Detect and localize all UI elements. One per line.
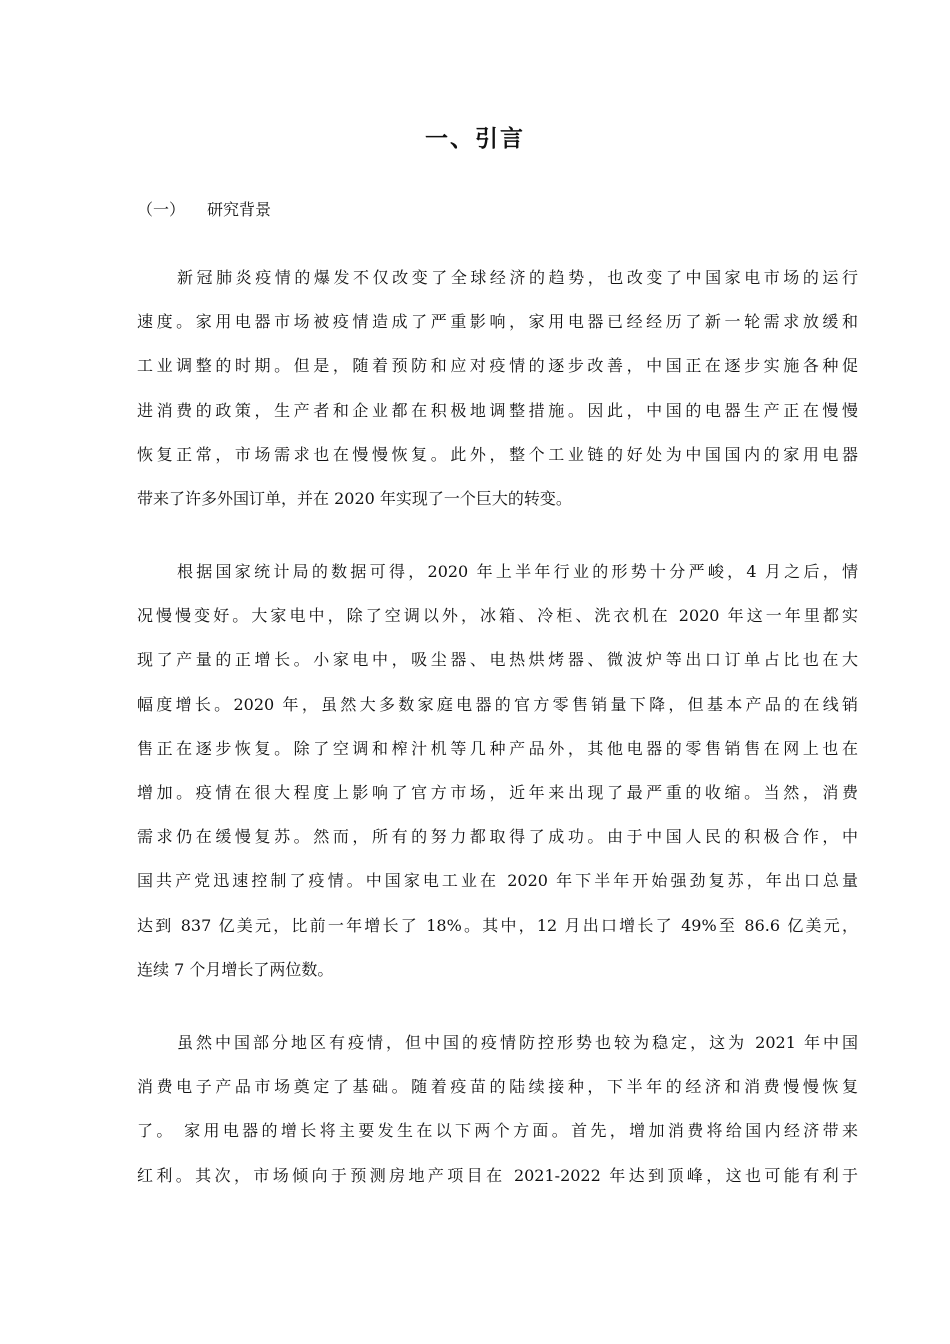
paragraph-line: 了。 家用电器的增长将主要发生在以下两个方面。首先，增加消费将给国内经济带来 xyxy=(137,1121,858,1141)
paragraph-line: 新冠肺炎疫情的爆发不仅改变了全球经济的趋势，也改变了中国家电市场的运行 xyxy=(177,268,858,287)
paragraph-line: 国共产党迅速控制了疫情。中国家电工业在 2020 年下半年开始强劲复苏，年出口总量 xyxy=(137,871,858,891)
page-title: 一、引言 xyxy=(425,126,525,152)
paragraph-line: 工业调整的时期。但是，随着预防和应对疫情的逐步改善，中国正在逐步实施各种促 xyxy=(137,356,858,376)
paragraph-line: 幅度增长。2020 年，虽然大多数家庭电器的官方零售销量下降，但基本产品的在线销 xyxy=(137,694,858,714)
paragraph-line: 进消费的政策，生产者和企业都在积极地调整措施。因此，中国的电器生产正在慢慢 xyxy=(137,400,858,420)
paragraph-line: 需求仍在缓慢复苏。然而，所有的努力都取得了成功。由于中国人民的积极合作，中 xyxy=(137,827,858,847)
paragraph-line: 消费电子产品市场奠定了基础。随着疫苗的陆续接种，下半年的经济和消费慢慢恢复 xyxy=(137,1077,858,1097)
paragraph-line: 恢复正常，市场需求也在慢慢恢复。此外，整个工业链的好处为中国国内的家用电器 xyxy=(137,444,858,464)
paragraph-line: 虽然中国部分地区有疫情，但中国的疫情防控形势也较为稳定，这为 2021 年中国 xyxy=(177,1033,858,1052)
section-heading xyxy=(137,197,271,223)
paragraph-line: 红利。其次，市场倾向于预测房地产项目在 2021-2022 年达到顶峰，这也可能有利于 xyxy=(137,1165,858,1185)
paragraph-line: 况慢慢变好。大家电中，除了空调以外，冰箱、冷柜、洗衣机在 2020 年这一年里都实 xyxy=(137,606,858,626)
paragraph-1 xyxy=(137,256,858,521)
paragraph-line: 售正在逐步恢复。除了空调和榨汁机等几种产品外，其他电器的零售销售在网上也在 xyxy=(137,738,858,758)
paragraph-line: 达到 837 亿美元，比前一年增长了 18%。其中，12 月出口增长了 49%至 86.6 亿美元， xyxy=(137,915,858,935)
paragraph-2 xyxy=(137,550,858,992)
paragraph-line: 根据国家统计局的数据可得，2020 年上半年行业的形势十分严峻，4 月之后，情 xyxy=(177,562,858,581)
paragraph-line: 连续 7 个月增长了两位数。 xyxy=(137,959,334,979)
paragraph-line: 带来了许多外国订单，并在 2020 年实现了一个巨大的转变。 xyxy=(137,489,572,509)
paragraph-line: 速度。家用电器市场被疫情造成了严重影响，家用电器已经经历了新一轮需求放缓和 xyxy=(137,312,858,332)
paragraph-line: 现了产量的正增长。小家电中，吸尘器、电热烘烤器、微波炉等出口订单占比也在大 xyxy=(137,650,858,670)
paragraph-line: 增加。疫情在很大程度上影响了官方市场，近年来出现了最严重的收缩。当然，消费 xyxy=(137,783,858,803)
section-number: （一） xyxy=(137,200,186,219)
section-label: 研究背景 xyxy=(207,200,272,219)
paragraph-3 xyxy=(137,1021,858,1198)
